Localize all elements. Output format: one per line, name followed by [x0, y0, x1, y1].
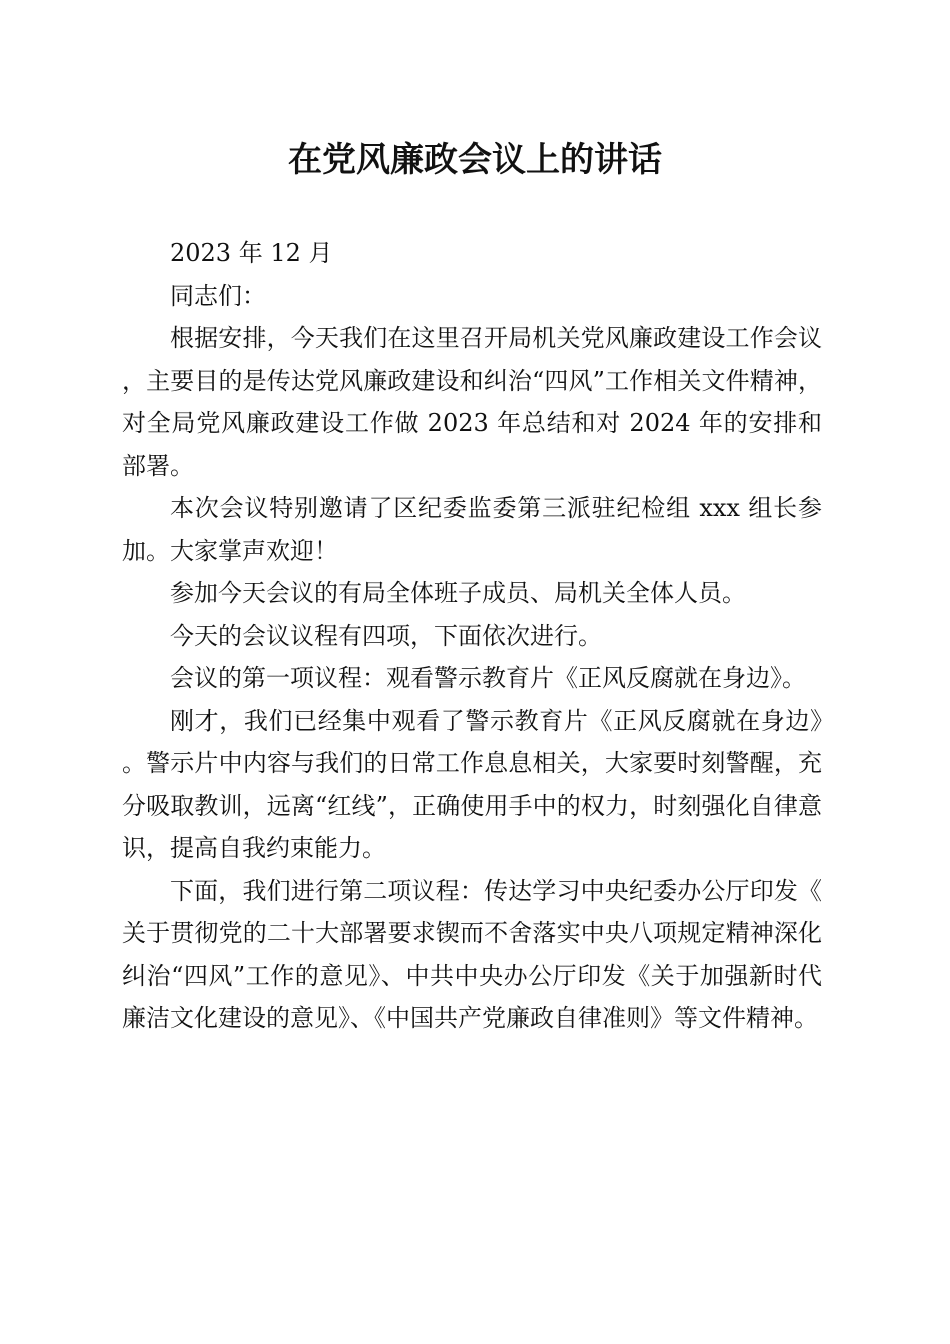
paragraph-3: 参加今天会议的有局全体班子成员、局机关全体人员。	[170, 579, 746, 607]
greeting-line: 同志们：	[170, 281, 266, 310]
paragraph-1: 根据安排，今天我们在这里召开局机关党风廉政建设工作会议，主要目的是传达党风廉政建设和纠治“四风”工作相关文件精神，对全局党风廉政建设工作做 2023 年总结和对 2024 年的安排和部署。	[122, 324, 822, 480]
paragraph-7: 下面，我们进行第二项议程：传达学习中央纪委办公厅印发《关于贯彻党的二十大部署要求锲而不舍落实中央八项规定精神深化纠治“四风”工作的意见》、中共中央办公厅印发《关于加强新时代廉洁文化建设的意见》、《中国共产党廉政自律准则》等文件精神。	[122, 876, 822, 1032]
paragraph-4: 今天的会议议程有四项，下面依次进行。	[170, 621, 602, 650]
paragraph-2: 本次会议特别邀请了区纪委监委第三派驻纪检组 xxx 组长参加。大家掌声欢迎！	[122, 494, 822, 565]
document-title: 在党风廉政会议上的讲话	[288, 140, 662, 180]
date-line: 2023 年 12 月	[170, 239, 333, 267]
document-body	[122, 232, 822, 1040]
paragraph-6: 刚才，我们已经集中观看了警示教育片《正风反腐就在身边》。警示片中内容与我们的日常工作息息相关，大家要时刻警醒，充分吸取教训，远离“红线”，正确使用手中的权力，时刻强化自律意识，提高自我约束能力。	[122, 706, 822, 862]
paragraph-5: 会议的第一项议程：观看警示教育片《正风反腐就在身边》。	[170, 664, 806, 692]
